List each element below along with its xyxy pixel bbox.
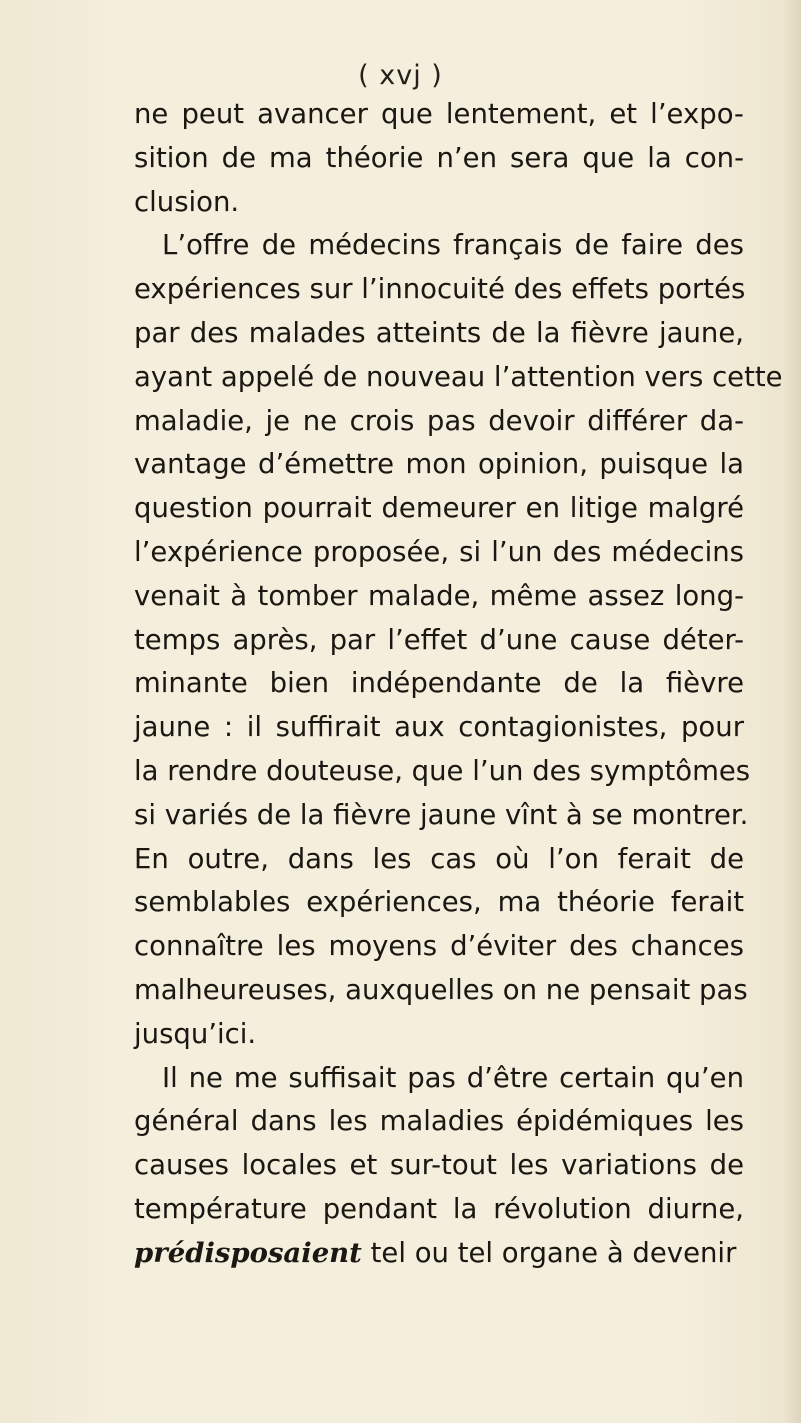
text-line: si variés de la fièvre jaune vînt à se montrer. [134, 798, 749, 831]
text-line: ayant appelé de nouveau l’attention vers cette [134, 360, 783, 393]
text-line: En outre, dans les cas où l’on ferait de [134, 842, 744, 875]
text-line-final [134, 1232, 744, 1276]
text-line: L’offre de médecins français de faire des [162, 229, 744, 262]
text-line: clusion. [134, 185, 240, 218]
text-line: jaune : il suffirait aux contagionistes, pour [134, 711, 744, 744]
final-line-rest: tel ou tel organe à devenir [361, 1236, 737, 1269]
text-line: Il ne me suffisait pas d’être certain qu’en [162, 1061, 744, 1094]
text-line: par des malades atteints de la fièvre jaune, [134, 316, 744, 349]
text-line: venait à tomber malade, même assez long- [134, 579, 744, 612]
text-line: maladie, je ne crois pas devoir différer da- [134, 404, 744, 437]
body-text [134, 93, 783, 1276]
text-line: ne peut avancer que lentement, et l’expo- [134, 98, 744, 130]
text-line: température pendant la révolution diurne, [134, 1192, 744, 1225]
page-edge-shadow [783, 0, 801, 1423]
text-line: jusqu’ici. [134, 1017, 257, 1050]
text-line: général dans les maladies épidémiques les [134, 1105, 744, 1138]
text-line: la rendre douteuse, que l’un des symptômes [134, 754, 751, 787]
text-line: vantage d’émettre mon opinion, puisque la [134, 448, 744, 481]
text-line: malheureuses, auxquelles on ne pensait pas [134, 973, 748, 1006]
text-line: temps après, par l’effet d’une cause déter- [134, 623, 744, 656]
text-line: semblables expériences, ma théorie ferait [134, 886, 744, 919]
text-line: l’expérience proposée, si l’un des médecins [134, 535, 744, 568]
text-line: sition de ma théorie n’en sera que la con- [134, 141, 744, 174]
text-line: expériences sur l’innocuité des effets portés [134, 273, 746, 306]
text-line: minante bien indépendante de la fièvre [134, 667, 744, 700]
text-line: question pourrait demeurer en litige malgré [134, 492, 744, 525]
text-line: causes locales et sur-tout les variations de [134, 1149, 744, 1182]
text-line: connaître les moyens d’éviter des chances [134, 930, 744, 963]
italic-word: prédisposaient [134, 1236, 362, 1269]
page-number: ( xvj ) [358, 60, 443, 91]
